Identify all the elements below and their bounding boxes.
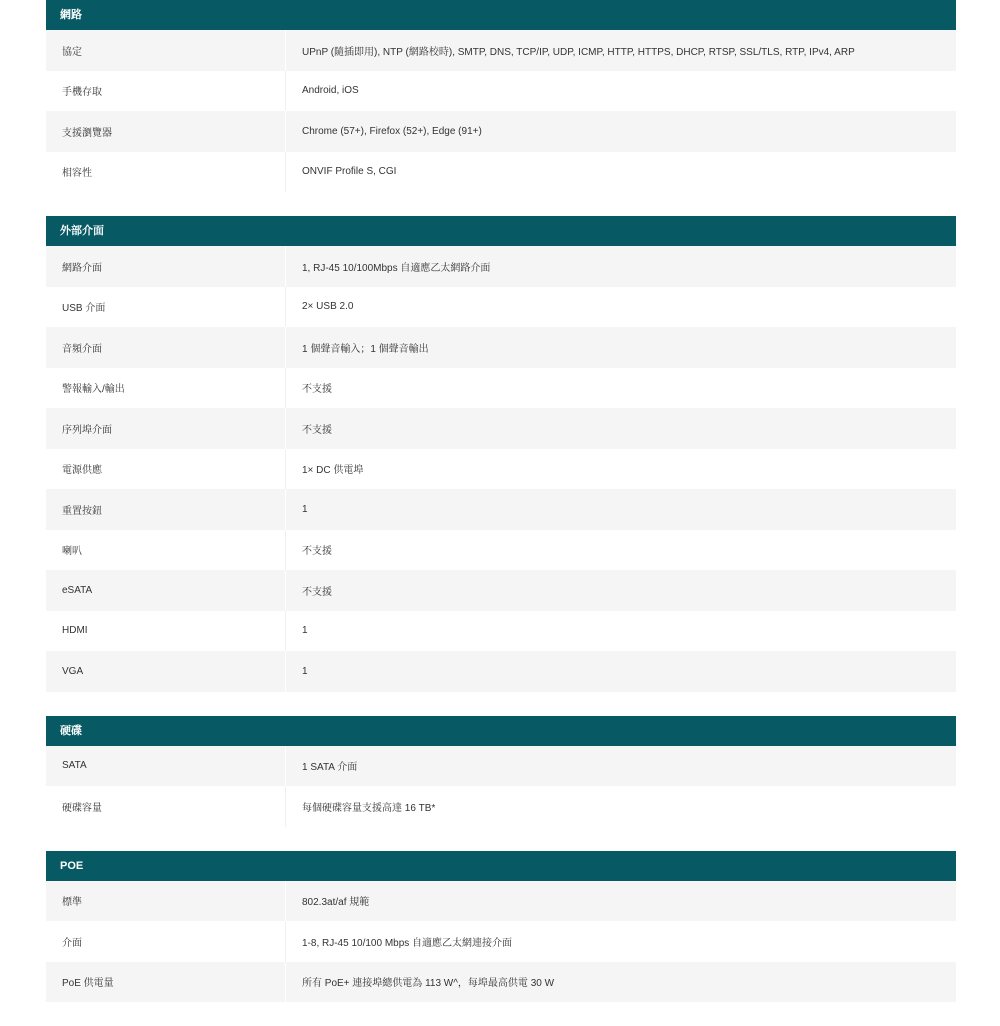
- section-header: 網路: [46, 0, 956, 30]
- spec-row: [46, 449, 956, 490]
- spec-row: [46, 71, 956, 112]
- spec-row: [46, 530, 956, 571]
- spec-row: [46, 962, 956, 1003]
- spec-value: 每個硬碟容量支援高達 16 TB*: [302, 802, 436, 814]
- spec-label: 喇叭: [46, 530, 286, 571]
- spec-label: 序列埠介面: [46, 408, 286, 449]
- spec-row: [46, 287, 956, 328]
- spec-row: [46, 111, 956, 152]
- spec-value: 802.3at/af 規範: [302, 897, 370, 909]
- spec-label: eSATA: [46, 570, 286, 611]
- spec-value: 1 個聲音輸入；1 個聲音輸出: [302, 343, 429, 355]
- spec-value: Android, iOS: [302, 85, 359, 97]
- spec-label: 手機存取: [46, 71, 286, 112]
- spec-value: 不支援: [302, 546, 332, 558]
- spec-value: 1: [302, 665, 308, 677]
- spec-label: VGA: [46, 651, 286, 692]
- spec-sections: [46, 0, 956, 1002]
- spec-value: 1: [302, 625, 308, 637]
- section-header: POE: [46, 851, 956, 881]
- spec-row: [46, 786, 956, 827]
- spec-row: [46, 408, 956, 449]
- spec-row: [46, 611, 956, 652]
- spec-value: Chrome (57+), Firefox (52+), Edge (91+): [302, 125, 482, 137]
- spec-value: 不支援: [302, 384, 332, 396]
- spec-value: 1 SATA 介面: [302, 762, 358, 774]
- spec-value: 不支援: [302, 586, 332, 598]
- spec-section: [46, 851, 956, 1003]
- spec-sheet: [46, 0, 956, 1026]
- section-header: 外部介面: [46, 216, 956, 246]
- spec-row: [46, 152, 956, 193]
- spec-row: [46, 570, 956, 611]
- spec-label: 協定: [46, 30, 286, 71]
- spec-section: [46, 0, 956, 192]
- spec-label: 重置按鈕: [46, 489, 286, 530]
- spec-label: 硬碟容量: [46, 786, 286, 827]
- section-header: 硬碟: [46, 716, 956, 746]
- spec-row: [46, 327, 956, 368]
- spec-label: SATA: [46, 746, 286, 787]
- spec-label: 標準: [46, 881, 286, 922]
- spec-value: ONVIF Profile S, CGI: [302, 166, 397, 178]
- spec-value: 所有 PoE+ 連接埠總供電為 113 W^，每埠最高供電 30 W: [302, 978, 555, 990]
- spec-label: USB 介面: [46, 287, 286, 328]
- spec-label: 音頻介面: [46, 327, 286, 368]
- spec-row: [46, 246, 956, 287]
- spec-label: 警報輸入/輸出: [46, 368, 286, 409]
- spec-label: 相容性: [46, 152, 286, 193]
- spec-label: HDMI: [46, 611, 286, 652]
- spec-row: [46, 881, 956, 922]
- spec-label: 支援瀏覽器: [46, 111, 286, 152]
- spec-value: 2× USB 2.0: [302, 301, 354, 313]
- spec-label: 電源供應: [46, 449, 286, 490]
- spec-label: 介面: [46, 921, 286, 962]
- spec-value: UPnP (隨插即用), NTP (網路校時), SMTP, DNS, TCP/IP, UDP, ICMP, HTTP, HTTPS, DHCP, RTSP, SSL/TLS, RTP, IPv4, ARP: [302, 46, 855, 58]
- spec-value: 1× DC 供電埠: [302, 465, 364, 477]
- spec-label: PoE 供電量: [46, 962, 286, 1003]
- spec-value: 不支援: [302, 424, 332, 436]
- spec-value: 1-8, RJ-45 10/100 Mbps 自適應乙太網連接介面: [302, 937, 513, 949]
- spec-row: [46, 368, 956, 409]
- spec-row: [46, 489, 956, 530]
- spec-value: 1, RJ-45 10/100Mbps 自適應乙太網路介面: [302, 262, 491, 274]
- spec-row: [46, 921, 956, 962]
- spec-row: [46, 30, 956, 71]
- spec-row: [46, 651, 956, 692]
- spec-row: [46, 746, 956, 787]
- spec-label: 網路介面: [46, 246, 286, 287]
- spec-section: [46, 216, 956, 692]
- spec-section: [46, 716, 956, 827]
- spec-value: 1: [302, 503, 308, 515]
